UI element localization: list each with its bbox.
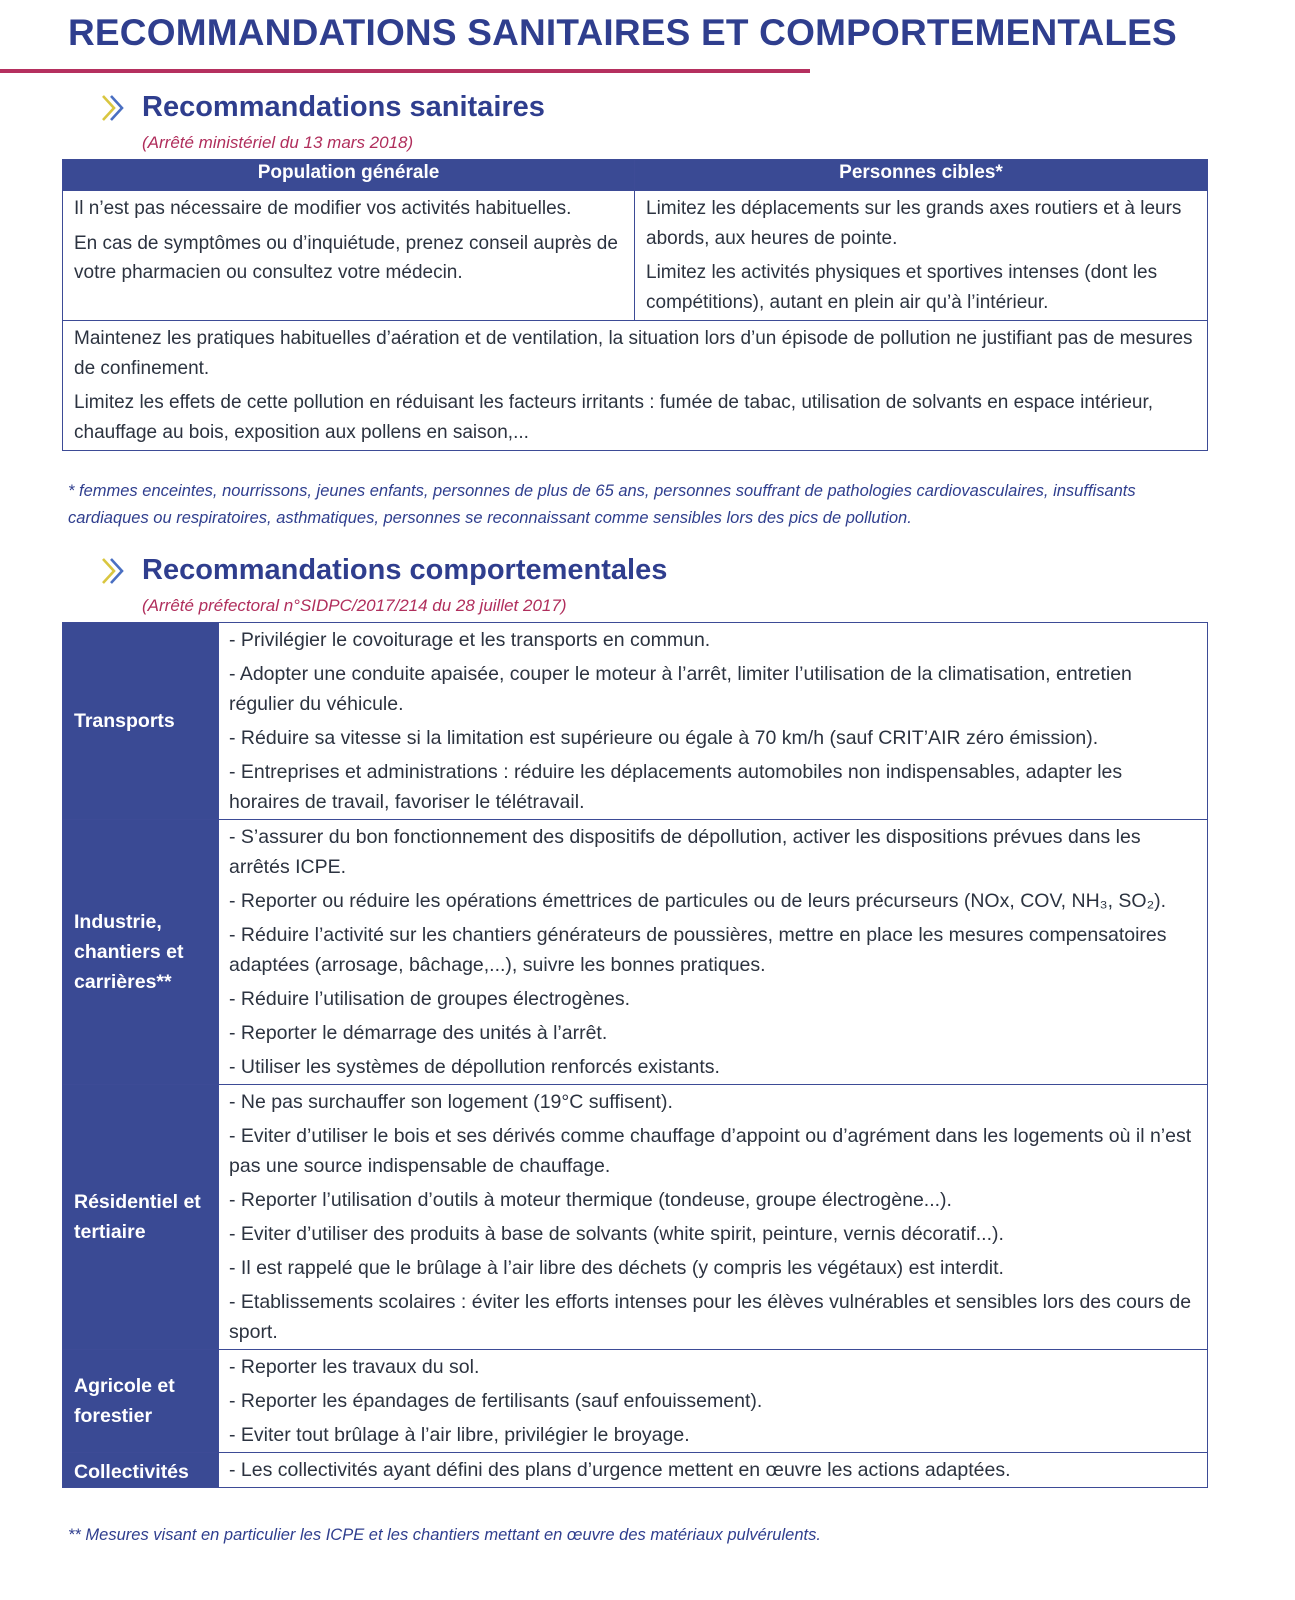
common-recommendation: Limitez les effets de cette pollution en réduisant les facteurs irritants : fumée de tabac, utilisation de solvants en espace intérieur, chauffage au bois, exposition aux pollens en saison,... <box>74 392 1154 443</box>
list-item: - Reporter les travaux du sol. <box>229 1356 480 1378</box>
list-item: - Réduire sa vitesse si la limitation est supérieure ou égale à 70 km/h (sauf CRIT’AIR zéro émission). <box>229 727 1099 749</box>
list-item: - Les collectivités ayant défini des plans d’urgence mettent en œuvre les actions adaptées. <box>229 1459 1011 1481</box>
target-recommendation: Limitez les déplacements sur les grands axes routiers et à leurs abords, aux heures de pointe. <box>646 198 1182 249</box>
list-item: - Réduire l’activité sur les chantiers générateurs de poussières, mettre en place les mesures compensatoires adaptées (arrosage, bâchage,...), suivre les bonnes pratiques. <box>229 924 1167 976</box>
sanitary-table <box>62 159 1208 451</box>
general-recommendation: Il n’est pas nécessaire de modifier vos activités habituelles. <box>74 198 572 219</box>
general-recommendation: En cas de symptômes ou d’inquiétude, prenez conseil auprès de votre pharmacien ou consultez votre médecin. <box>74 232 618 283</box>
double-chevron-icon <box>100 556 128 586</box>
category-transports: Transports <box>63 623 219 820</box>
title-underline <box>0 69 810 73</box>
table-row-agricole <box>63 1350 1208 1453</box>
common-recommendation: Maintenez les pratiques habituelles d’aération et de ventilation, la situation lors d’un épisode de pollution ne justifiant pas de mesures de confinement. <box>74 328 1193 379</box>
behavioral-reference: (Arrêté préfectoral n°SIDPC/2017/214 du 28 juillet 2017) <box>142 596 567 615</box>
list-item: - Reporter ou réduire les opérations émettrices de particules ou de leurs précurseurs (NOx, COV, NH₃, SO₂). <box>229 890 1167 912</box>
category-collectivites: Collectivités <box>63 1453 219 1488</box>
list-item: - S’assurer du bon fonctionnement des dispositifs de dépollution, activer les dispositions prévues dans les arrêtés ICPE. <box>229 826 1141 878</box>
list-item: - Ne pas surchauffer son logement (19°C suffisent). <box>229 1091 673 1113</box>
common-recommendations-cell <box>63 321 1208 451</box>
column-header-general: Population générale <box>63 160 635 191</box>
list-item: - Privilégier le covoiturage et les transports en commun. <box>229 629 711 651</box>
column-header-target: Personnes cibles* <box>635 160 1208 191</box>
actions-residentiel <box>219 1085 1208 1350</box>
list-item: - Reporter l’utilisation d’outils à moteur thermique (tondeuse, groupe électrogène...). <box>229 1189 952 1211</box>
category-residentiel: Résidentiel et tertiaire <box>63 1085 219 1350</box>
actions-agricole <box>219 1350 1208 1453</box>
table-row-residentiel <box>63 1085 1208 1350</box>
list-item: - Reporter le démarrage des unités à l’arrêt. <box>229 1022 608 1044</box>
actions-transports <box>219 623 1208 820</box>
list-item: - Eviter d’utiliser le bois et ses dérivés comme chauffage d’appoint ou d’agrément dans les logements où il n’est pas une source indispensable de chauffage. <box>229 1125 1192 1177</box>
actions-industrie <box>219 820 1208 1085</box>
table-row-transports <box>63 623 1208 820</box>
list-item: - Réduire l’utilisation de groupes électrogènes. <box>229 988 631 1010</box>
sanitary-reference: (Arrêté ministériel du 13 mars 2018) <box>142 133 414 152</box>
list-item: - Entreprises et administrations : réduire les déplacements automobiles non indispensables, adapter les horaires de travail, favoriser le télétravail. <box>229 761 1123 813</box>
table-row-collectivites <box>63 1453 1208 1488</box>
target-recommendation: Limitez les activités physiques et sportives intenses (dont les compétitions), autant en plein air qu’à l’intérieur. <box>646 262 1158 313</box>
category-agricole: Agricole et forestier <box>63 1350 219 1453</box>
target-population-cell <box>635 191 1208 321</box>
list-item: - Il est rappelé que le brûlage à l’air libre des déchets (y compris les végétaux) est interdit. <box>229 1257 1004 1279</box>
actions-collectivites <box>219 1453 1208 1488</box>
list-item: - Eviter d’utiliser des produits à base de solvants (white spirit, peinture, vernis décoratif...). <box>229 1223 1004 1245</box>
list-item: - Reporter les épandages de fertilisants (sauf enfouissement). <box>229 1390 763 1412</box>
list-item: - Utiliser les systèmes de dépollution renforcés existants. <box>229 1056 720 1078</box>
behavioral-table <box>62 622 1208 1488</box>
category-industrie: Industrie, chantiers et carrières** <box>63 820 219 1085</box>
page-title: RECOMMANDATIONS SANITAIRES ET COMPORTEMENTALES <box>68 12 1177 53</box>
list-item: - Eviter tout brûlage à l’air libre, privilégier le broyage. <box>229 1424 690 1446</box>
sanitary-footnote: * femmes enceintes, nourrissons, jeunes enfants, personnes de plus de 65 ans, personnes souffrant de pathologies cardiovasculaires, insuffisants cardiaques ou respiratoires, asthmatiques, personnes se reconnaissant comme sensibles lors des pics de pollution. <box>68 482 1136 527</box>
behavioral-heading: Recommandations comportementales <box>142 554 668 586</box>
sanitary-heading: Recommandations sanitaires <box>142 91 545 123</box>
list-item: - Etablissements scolaires : éviter les efforts intenses pour les élèves vulnérables et sensibles lors des cours de sport. <box>229 1291 1192 1343</box>
behavioral-footnote: ** Mesures visant en particulier les ICPE et les chantiers mettant en œuvre des matériaux pulvérulents. <box>68 1526 821 1544</box>
general-population-cell <box>63 191 635 321</box>
table-row-industrie <box>63 820 1208 1085</box>
list-item: - Adopter une conduite apaisée, couper le moteur à l’arrêt, limiter l’utilisation de la climatisation, entretien régulier du véhicule. <box>229 663 1132 715</box>
double-chevron-icon <box>100 93 128 123</box>
